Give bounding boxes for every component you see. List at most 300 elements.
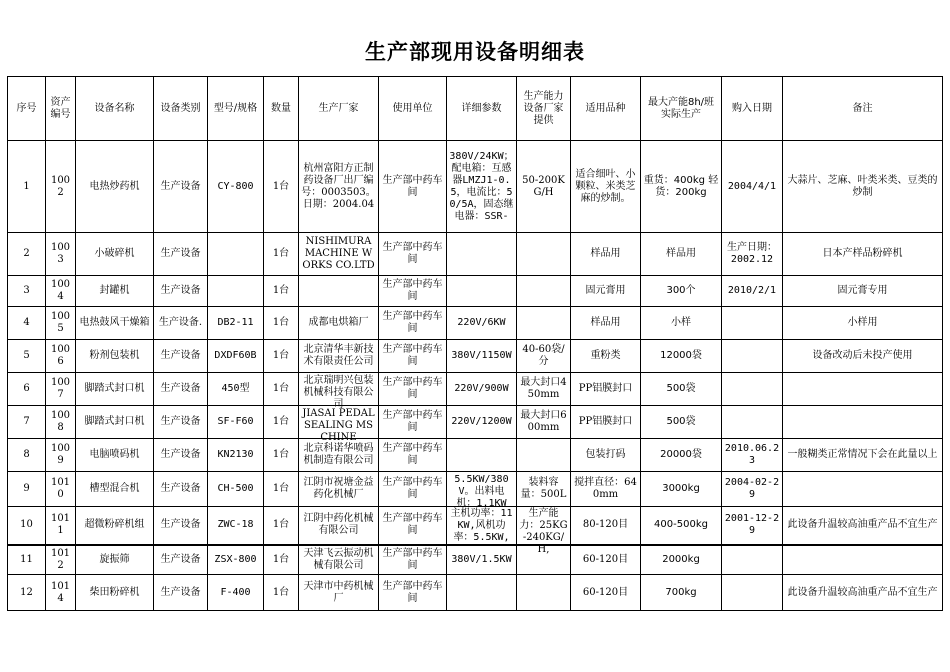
cell-date [722,373,783,406]
cell-text-maker: 天津飞云振动机械有限公司 [303,547,374,571]
cell-text-capacity: 50-200KG/H [522,174,565,198]
cell-capacity [517,233,571,276]
header-row [8,77,943,141]
cell-date [722,340,783,373]
cell-qty [264,439,299,472]
cell-remark [783,575,943,611]
cell-text-maker: NISHIMURA MACHINE WORKS CO.LTD [302,236,375,271]
cell-text-maker: 天津市中药机械厂 [303,580,374,604]
cell-text-capacity: 40-60袋/分 [522,344,565,367]
cell-capacity [517,575,571,611]
cell-text-date: 2010.06.23 [724,443,780,466]
cell-model [208,472,264,507]
cell-text-category: 生产设备 [160,416,201,427]
cell-category [154,406,208,439]
cell-text-unit: 生产部中药车间 [382,242,443,265]
cell-text-variety: 60-120目 [582,553,629,565]
cell-text-remark: 设备改动后未投产使用 [812,350,913,361]
table-row [8,373,943,406]
cell-date [722,575,783,611]
cell-text-unit: 生产部中药车间 [382,174,443,198]
cell-category [154,373,208,406]
cell-variety [571,406,641,439]
cell-variety [571,507,641,545]
cell-qty [264,575,299,611]
cell-qty [264,545,299,575]
cell-text-max: 700kg [665,586,697,598]
cell-text-maker: 杭州富阳方正制药设备厂出厂编号：0003503。日期：2004.04 [301,162,376,210]
cell-model [208,373,264,406]
cell-text-no: 6 [23,383,30,394]
cell-text-name: 槽型混合机 [89,483,140,494]
cell-maker [299,141,379,233]
table-row [8,406,943,439]
cell-text-category: 生产设备 [160,586,201,598]
cell-capacity [517,141,571,233]
cell-name [76,507,154,545]
cell-text-params: 主机功率：11KW,风机功率：5.5KW, [450,508,513,544]
cell-text-variety: 样品用 [590,317,621,328]
cell-model [208,545,264,575]
cell-date [722,439,783,472]
cell-asset [46,545,76,575]
cell-text-category: 生产设备. [158,317,203,328]
cell-capacity [517,406,571,439]
cell-text-maker: JIASAI PEDAL SEALING MSCHINE [302,407,375,443]
cell-no [8,545,46,575]
cell-no [8,439,46,472]
cell-no [8,373,46,406]
cell-text-maker: 江阴中药化机械有限公司 [303,513,374,537]
header-cell-maker: 生产厂家 [299,77,379,141]
cell-remark [783,439,943,472]
cell-text-date: 2004-02-29 [724,477,780,500]
cell-text-model: KN2130 [217,449,254,460]
cell-no [8,507,46,545]
cell-max [641,340,722,373]
cell-maker [299,507,379,545]
header-cell-max: 最大产能8h/班实际生产 [641,77,722,141]
cell-text-qty: 1台 [272,383,290,394]
cell-text-asset: 1007 [50,377,71,400]
cell-no [8,307,46,340]
cell-date [722,406,783,439]
cell-text-category: 生产设备 [160,449,201,460]
cell-max [641,276,722,307]
cell-category [154,233,208,276]
cell-text-max: 2000kg [662,553,700,565]
cell-text-name: 脚踏式封口机 [84,383,145,394]
cell-asset [46,406,76,439]
cell-text-asset: 1005 [50,311,71,334]
header-cell-name: 设备名称 [76,77,154,141]
cell-text-name: 电热炒药机 [89,180,140,192]
cell-qty [264,233,299,276]
cell-unit [379,439,447,472]
cell-text-date: 2004/4/1 [727,180,777,192]
cell-no [8,276,46,307]
cell-text-unit: 生产部中药车间 [382,443,443,466]
cell-qty [264,373,299,406]
cell-capacity [517,373,571,406]
cell-capacity [517,472,571,507]
cell-text-model: DB2-11 [217,317,254,328]
cell-name [76,141,154,233]
cell-asset [46,575,76,611]
header-cell-asset: 资产编号 [46,77,76,141]
cell-text-remark: 一般糊类正常情况下会在此量以上 [787,449,938,460]
cell-max [641,472,722,507]
cell-name [76,406,154,439]
cell-text-asset: 1004 [50,279,71,302]
cell-text-maker: 北京瑞明兴包装机械科技有限公司 [303,374,374,410]
cell-maker [299,233,379,276]
cell-category [154,545,208,575]
cell-text-qty: 1台 [272,483,290,494]
cell-maker [299,276,379,307]
cell-text-no: 1 [23,180,30,192]
cell-text-params: 220V/900W [454,383,509,394]
cell-text-asset: 1003 [50,242,71,265]
cell-name [76,575,154,611]
cell-asset [46,472,76,507]
cell-text-unit: 生产部中药车间 [382,547,443,571]
cell-text-max: 小样 [671,317,691,328]
cell-text-variety: PP铝膜封口 [578,416,633,427]
cell-text-remark: 大蒜片、芝麻、叶类米类、豆类的炒制 [787,174,938,198]
cell-model [208,439,264,472]
cell-category [154,472,208,507]
cell-text-name: 封罐机 [99,285,130,296]
cell-text-params: 220V/1200W [451,416,512,427]
table-row [8,472,943,507]
cell-text-no: 9 [23,483,30,494]
page-title: 生产部现用设备明细表 [365,40,585,64]
cell-maker [299,406,379,443]
cell-text-category: 生产设备 [160,383,201,394]
cell-text-max: 重货：400kg 轻货：200kg [643,174,719,198]
cell-text-no: 3 [23,285,30,296]
cell-unit [379,545,447,575]
cell-qty [264,340,299,373]
cell-variety [571,233,641,276]
cell-text-model: 450型 [221,383,250,394]
cell-params [447,141,517,233]
cell-max [641,406,722,439]
cell-max [641,507,722,545]
cell-text-unit: 生产部中药车间 [382,580,443,604]
cell-max [641,575,722,611]
cell-asset [46,439,76,472]
cell-text-unit: 生产部中药车间 [382,311,443,334]
table-row [8,233,943,276]
cell-text-max: 400-500kg [654,519,708,531]
cell-text-max: 500袋 [666,416,696,427]
cell-remark [783,507,943,545]
cell-asset [46,373,76,406]
cell-name [76,545,154,575]
cell-text-model: ZWC-18 [217,519,254,531]
cell-model [208,507,264,545]
cell-text-variety: PP铝膜封口 [578,383,633,394]
table-row [8,439,943,472]
cell-text-params: 380V/24KW；配电箱：互感器LMZJ1-0.5，电流比：50/5A，固态继电器：SSR- [449,150,514,222]
cell-text-category: 生产设备 [160,180,201,192]
cell-name [76,340,154,373]
cell-text-date: 生产日期：2002.12 [727,242,777,265]
cell-params [447,307,517,340]
cell-text-asset: 1011 [50,513,71,537]
cell-params [447,575,517,611]
cell-date [722,141,783,233]
cell-variety [571,545,641,575]
cell-no [8,340,46,373]
cell-text-name: 超微粉碎机组 [84,519,145,531]
cell-name [76,233,154,276]
cell-text-category: 生产设备 [160,285,201,296]
cell-text-model: DXDF60B [214,350,257,361]
cell-text-unit: 生产部中药车间 [382,377,443,400]
table-row [8,507,943,545]
cell-text-maker: 北京科诺华喷码机制造有限公司 [303,443,374,466]
cell-text-model: F-400 [220,586,251,598]
cell-text-asset: 1014 [50,580,71,604]
cell-maker [299,307,379,340]
cell-text-remark: 此设备升温较高油重产品不宜生产 [787,519,938,531]
cell-text-remark: 固元膏专用 [837,285,888,296]
cell-unit [379,472,447,507]
cell-category [154,340,208,373]
cell-max [641,233,722,276]
header-cell-category: 设备类别 [154,77,208,141]
cell-text-category: 生产设备 [160,553,201,565]
cell-text-unit: 生产部中药车间 [382,344,443,367]
cell-params [447,545,517,575]
cell-text-qty: 1台 [272,285,290,296]
cell-text-params: 5.5KW/380V。出料电机：1.1KW [454,473,509,509]
cell-text-name: 脚踏式封口机 [84,416,145,427]
cell-capacity [517,276,571,307]
cell-unit [379,233,447,276]
cell-date [722,545,783,575]
cell-model [208,406,264,439]
cell-max [641,141,722,233]
header-cell-remark: 备注 [783,77,943,141]
cell-text-capacity: 最大封口600mm [520,410,567,433]
cell-text-no: 2 [23,248,30,259]
cell-variety [571,307,641,340]
cell-unit [379,141,447,233]
cell-text-variety: 适合细叶、小颗粒、米类芝麻的炒制。 [575,168,636,204]
cell-text-date: 2010/2/1 [727,285,777,296]
cell-text-no: 5 [23,350,30,361]
cell-text-qty: 1台 [272,317,290,328]
cell-text-remark: 小样用 [847,317,878,328]
header-cell-date: 购入日期 [722,77,783,141]
cell-model [208,340,264,373]
cell-text-unit: 生产部中药车间 [382,513,443,537]
cell-text-qty: 1台 [272,449,290,460]
cell-text-qty: 1台 [272,586,290,598]
cell-remark [783,233,943,276]
cell-unit [379,307,447,340]
cell-asset [46,276,76,307]
cell-params [447,373,517,406]
cell-text-max: 样品用 [666,248,696,259]
cell-text-asset: 1010 [50,477,71,500]
cell-text-model: CH-500 [217,483,254,494]
cell-date [722,472,783,507]
cell-model [208,233,264,276]
cell-unit [379,575,447,611]
table-row [8,575,943,611]
cell-text-variety: 60-120目 [582,586,629,598]
cell-remark [783,340,943,373]
cell-text-max: 3000kg [662,483,700,494]
cell-date [722,507,783,545]
cell-name [76,472,154,507]
table-row [8,340,943,373]
cell-text-maker: 江阴市祝塘金益药化机械厂 [303,477,374,500]
cell-text-variety: 80-120目 [582,519,629,531]
cell-remark [783,472,943,507]
cell-variety [571,340,641,373]
cell-capacity [517,340,571,373]
cell-unit [379,276,447,307]
cell-maker [299,575,379,611]
cell-asset [46,340,76,373]
cell-variety [571,276,641,307]
cell-qty [264,472,299,507]
cell-text-params: 220V/6KW [457,317,506,328]
cell-remark [783,373,943,406]
cell-maker [299,472,379,507]
header-cell-variety: 适用品种 [571,77,641,141]
cell-text-qty: 1台 [272,416,290,427]
cell-text-maker: 成都电烘箱厂 [308,317,369,328]
cell-capacity [517,507,571,556]
cell-text-variety: 搅拌直径：640mm [574,477,637,500]
cell-text-capacity: 装料容量：500L [520,477,567,500]
cell-remark [783,307,943,340]
cell-capacity [517,439,571,472]
cell-capacity [517,307,571,340]
cell-text-name: 旋振筛 [99,553,130,565]
cell-no [8,406,46,439]
cell-text-variety: 固元膏用 [585,285,626,296]
cell-unit [379,340,447,373]
header-cell-params: 详细参数 [447,77,517,141]
cell-text-no: 12 [20,586,33,598]
cell-text-no: 8 [23,449,30,460]
cell-maker [299,340,379,373]
cell-category [154,507,208,545]
cell-text-name: 电脑喷码机 [89,449,140,460]
cell-text-variety: 包装打码 [585,449,626,460]
cell-no [8,233,46,276]
cell-text-asset: 1009 [50,443,71,466]
cell-text-qty: 1台 [272,519,290,531]
cell-text-date: 2001-12-29 [724,513,780,537]
cell-category [154,276,208,307]
cell-model [208,276,264,307]
cell-model [208,141,264,233]
cell-date [722,307,783,340]
cell-qty [264,276,299,307]
cell-max [641,439,722,472]
cell-text-no: 10 [20,519,33,531]
cell-text-max: 12000袋 [660,350,702,361]
cell-params [447,507,517,545]
cell-text-model: CY-800 [217,180,254,192]
table-row [8,307,943,340]
cell-text-asset: 1006 [50,344,71,367]
cell-name [76,307,154,340]
header-cell-no: 序号 [8,77,46,141]
cell-params [447,233,517,276]
cell-text-no: 11 [20,553,33,565]
cell-text-remark: 日本产样品粉碎机 [822,248,903,259]
cell-no [8,472,46,507]
cell-text-asset: 1002 [50,174,71,198]
cell-unit [379,507,447,545]
cell-variety [571,575,641,611]
cell-text-max: 300个 [666,285,696,296]
cell-unit [379,406,447,439]
cell-text-name: 小破碎机 [94,248,135,259]
cell-params [447,472,517,507]
header-cell-qty: 数量 [264,77,299,141]
table-row [8,141,943,233]
cell-asset [46,233,76,276]
cell-no [8,575,46,611]
cell-text-params: 380V/1.5KW [451,553,512,565]
cell-text-name: 柴田粉碎机 [89,586,140,598]
header-cell-unit: 使用单位 [379,77,447,141]
cell-params [447,276,517,307]
cell-params [447,340,517,373]
cell-category [154,575,208,611]
cell-text-name: 粉剂包装机 [89,350,140,361]
cell-qty [264,307,299,340]
cell-text-unit: 生产部中药车间 [382,279,443,302]
cell-date [722,233,783,276]
cell-category [154,439,208,472]
cell-asset [46,507,76,545]
cell-model [208,307,264,340]
cell-text-qty: 1台 [272,553,290,565]
cell-text-category: 生产设备 [160,483,201,494]
cell-maker [299,439,379,472]
cell-text-unit: 生产部中药车间 [382,477,443,500]
cell-remark [783,545,943,575]
cell-variety [571,472,641,507]
cell-variety [571,439,641,472]
cell-max [641,307,722,340]
cell-name [76,373,154,406]
cell-date [722,276,783,307]
cell-category [154,141,208,233]
cell-text-unit: 生产部中药车间 [382,410,443,433]
cell-variety [571,141,641,233]
cell-text-no: 4 [23,317,30,328]
cell-maker [299,373,379,410]
cell-maker [299,545,379,575]
cell-model [208,575,264,611]
cell-asset [46,307,76,340]
cell-text-variety: 样品用 [590,248,621,259]
cell-remark [783,406,943,439]
